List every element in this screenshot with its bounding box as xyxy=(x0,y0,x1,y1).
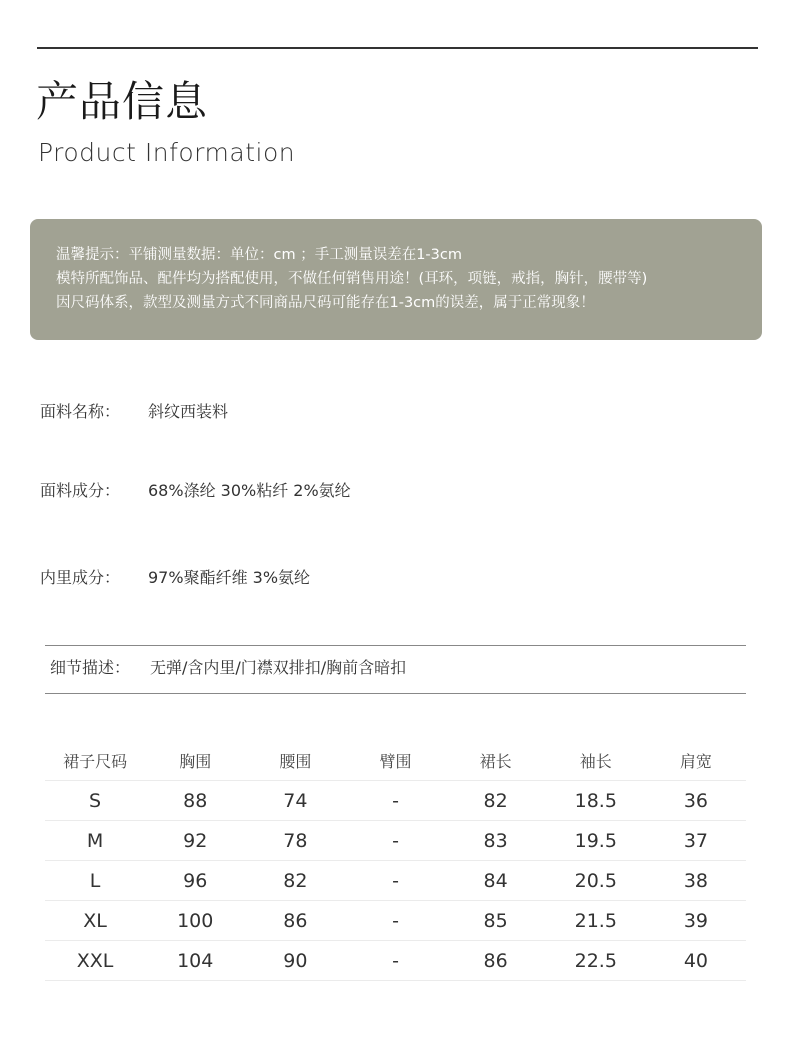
table-cell: 37 xyxy=(646,821,746,861)
spec-fabric-composition xyxy=(40,480,351,502)
header-cell: 腰围 xyxy=(245,740,345,781)
table-cell: 18.5 xyxy=(546,781,646,821)
spec-label: 面料名称： xyxy=(40,402,121,421)
table-cell: - xyxy=(345,781,445,821)
table-cell: 84 xyxy=(446,861,546,901)
notice-banner xyxy=(30,219,762,340)
table-cell: 21.5 xyxy=(546,901,646,941)
table-cell: 22.5 xyxy=(546,941,646,981)
divider xyxy=(45,693,746,694)
header-cell: 臂围 xyxy=(345,740,445,781)
table-cell: - xyxy=(345,941,445,981)
table-cell: 92 xyxy=(145,821,245,861)
table-cell: 104 xyxy=(145,941,245,981)
size-table xyxy=(45,740,746,981)
table-cell: 19.5 xyxy=(546,821,646,861)
header-cell: 袖长 xyxy=(546,740,646,781)
table-row xyxy=(45,861,746,901)
table-cell: M xyxy=(45,821,145,861)
table-cell: 38 xyxy=(646,861,746,901)
table-cell: 83 xyxy=(446,821,546,861)
size-table-header xyxy=(45,740,746,781)
notice-line: 温馨提示：平铺测量数据：单位：cm ；手工测量误差在1-3cm xyxy=(56,247,462,263)
header-cell: 肩宽 xyxy=(646,740,746,781)
table-cell: 85 xyxy=(446,901,546,941)
spec-label: 内里成分： xyxy=(40,568,121,587)
spec-value: 68%涤纶 30%粘纤 2%氨纶 xyxy=(148,481,351,500)
table-cell: 39 xyxy=(646,901,746,941)
table-row xyxy=(45,941,746,981)
table-cell: 82 xyxy=(446,781,546,821)
table-cell: L xyxy=(45,861,145,901)
table-cell: 88 xyxy=(145,781,245,821)
spec-value: 斜纹西装料 xyxy=(148,402,229,421)
table-cell: 36 xyxy=(646,781,746,821)
spec-value: 97%聚酯纤维 3%氨纶 xyxy=(148,568,311,587)
table-cell: XL xyxy=(45,901,145,941)
table-cell: 74 xyxy=(245,781,345,821)
spec-value: 无弹/含内里/门襟双排扣/胸前含暗扣 xyxy=(150,658,407,677)
spec-fabric-name xyxy=(40,401,228,423)
spec-lining-composition xyxy=(40,567,310,589)
table-cell: 96 xyxy=(145,861,245,901)
table-row xyxy=(45,781,746,821)
table-cell: - xyxy=(345,821,445,861)
spec-details xyxy=(50,657,406,679)
table-cell: - xyxy=(345,901,445,941)
header-cell: 胸围 xyxy=(145,740,245,781)
table-cell: XXL xyxy=(45,941,145,981)
header-cell: 裙子尺码 xyxy=(45,740,145,781)
table-cell: 90 xyxy=(245,941,345,981)
header-cell: 裙长 xyxy=(446,740,546,781)
spec-label: 面料成分： xyxy=(40,481,121,500)
page-subtitle: Product Information xyxy=(38,138,296,167)
top-divider xyxy=(37,47,758,49)
table-cell: 40 xyxy=(646,941,746,981)
table-cell: - xyxy=(345,861,445,901)
notice-line: 模特所配饰品、配件均为搭配使用，不做任何销售用途！(耳环，项链，戒指，胸针，腰带等) xyxy=(56,271,648,287)
table-row xyxy=(45,821,746,861)
notice-line: 因尺码体系，款型及测量方式不同商品尺码可能存在1-3cm的误差，属于正常现象！ xyxy=(56,295,595,311)
table-cell: 86 xyxy=(245,901,345,941)
table-cell: 78 xyxy=(245,821,345,861)
table-cell: 100 xyxy=(145,901,245,941)
table-cell: 20.5 xyxy=(546,861,646,901)
table-cell: S xyxy=(45,781,145,821)
divider xyxy=(45,645,746,646)
page-title: 产品信息 xyxy=(36,77,209,126)
table-cell: 82 xyxy=(245,861,345,901)
table-row xyxy=(45,901,746,941)
spec-label: 细节描述： xyxy=(50,658,131,677)
table-cell: 86 xyxy=(446,941,546,981)
